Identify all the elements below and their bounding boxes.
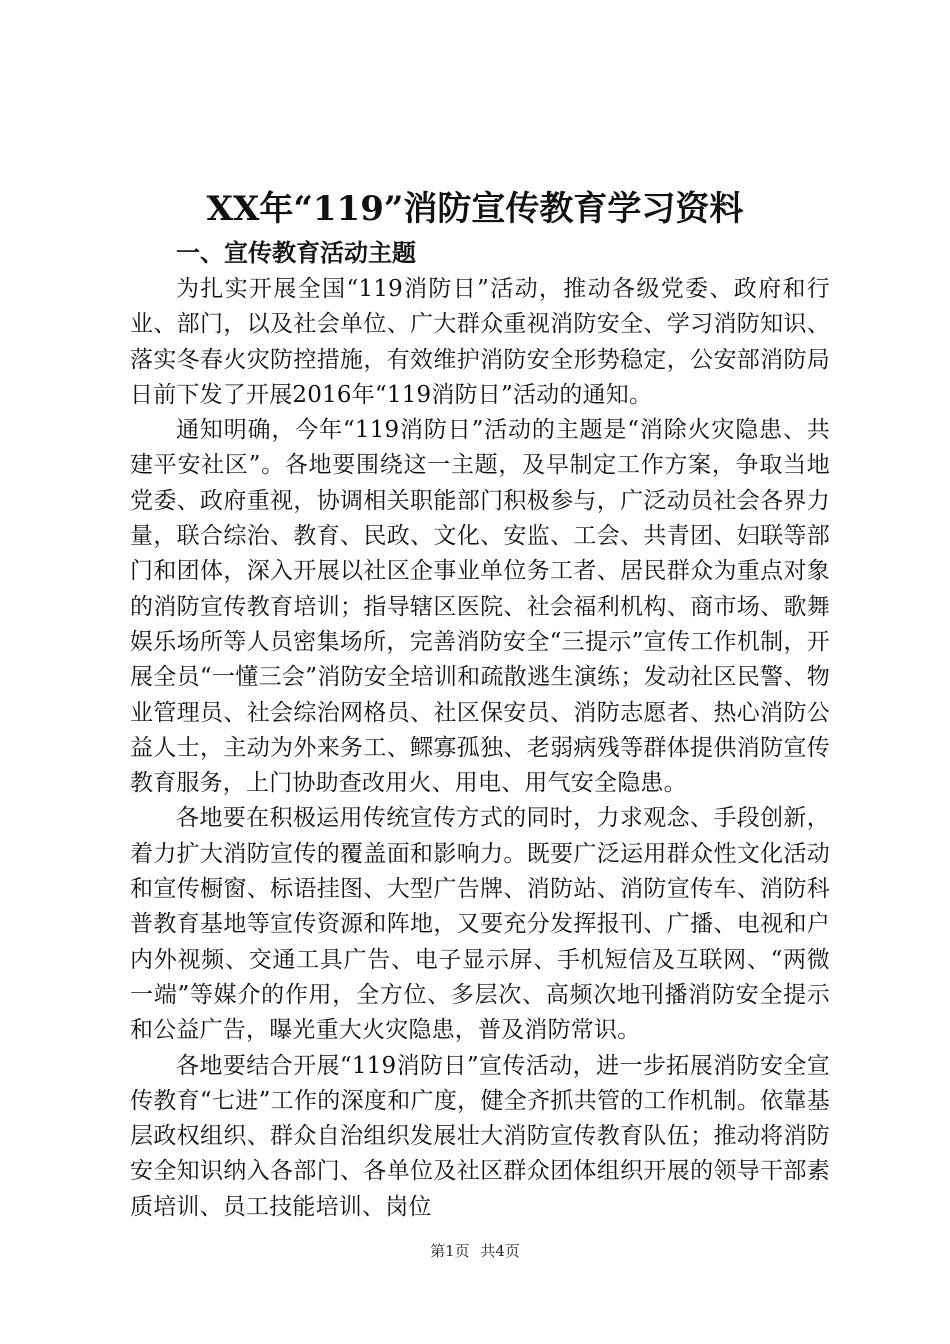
page-total: 共4页 bbox=[480, 1242, 520, 1260]
document-body bbox=[130, 272, 830, 1225]
section-heading: 一、宣传教育活动主题 bbox=[176, 239, 416, 267]
paragraph-4: 各地要结合开展“119消防日”宣传活动，进一步拓展消防安全宣传教育“七进”工作的深度和广度，健全齐抓共管的工作机制。依靠基层政权组织、群众自治组织发展壮大消防宣传教育队伍；推动将消防安全知识纳入各部门、各单位及社区群众团体组织开展的领导干部素质培训、员工技能培训、岗位 bbox=[130, 1052, 830, 1220]
document-title: XX年“119”消防宣传教育学习资料 bbox=[206, 189, 744, 229]
paragraph-3: 各地要在积极运用传统宣传方式的同时，力求观念、手段创新，着力扩大消防宣传的覆盖面和影响力。既要广泛运用群众性文化活动和宣传橱窗、标语挂图、大型广告牌、消防站、消防宣传车、消防科普教育基地等宣传资源和阵地，又要充分发挥报刊、广播、电视和户内外视频、交通工具广告、电子显示屏、手机短信及互联网、“两微一端”等媒介的作用，全方位、多层次、高频次地刊播消防安全提示和公益广告，曝光重大火灾隐患，普及消防常识。 bbox=[130, 805, 830, 1044]
paragraph-2: 通知明确，今年“119消防日”活动的主题是“消除火灾隐患、共建平安社区”。各地要围绕这一主题，及早制定工作方案，争取当地党委、政府重视，协调相关职能部门积极参与，广泛动员社会各界力量，联合综治、教育、民政、文化、安监、工会、共青团、妇联等部门和团体，深入开展以社区企事业单位务工者、居民群众为重点对象的消防宣传教育培训；指导辖区医院、社会福利机构、商市场、歌舞娱乐场所等人员密集场所，完善消防安全“三提示”宣传工作机制，开展全员“一懂三会”消防安全培训和疏散逃生演练；发动社区民警、物业管理员、社会综治网格员、社区保安员、消防志愿者、热心消防公益人士，主动为外来务工、鳏寡孤独、老弱病残等群体提供消防宣传教育服务，上门协助查改用火、用电、用气安全隐患。 bbox=[130, 417, 830, 797]
paragraph-1: 为扎实开展全国“119消防日”活动，推动各级党委、政府和行业、部门，以及社会单位、广大群众重视消防安全、学习消防知识、落实冬春火灾防控措施，有效维护消防安全形势稳定，公安部消防局日前下发了开展2016年“119消防日”活动的通知。 bbox=[130, 276, 830, 408]
page-footer bbox=[0, 1240, 950, 1262]
page-number: 第1页 bbox=[430, 1242, 470, 1260]
